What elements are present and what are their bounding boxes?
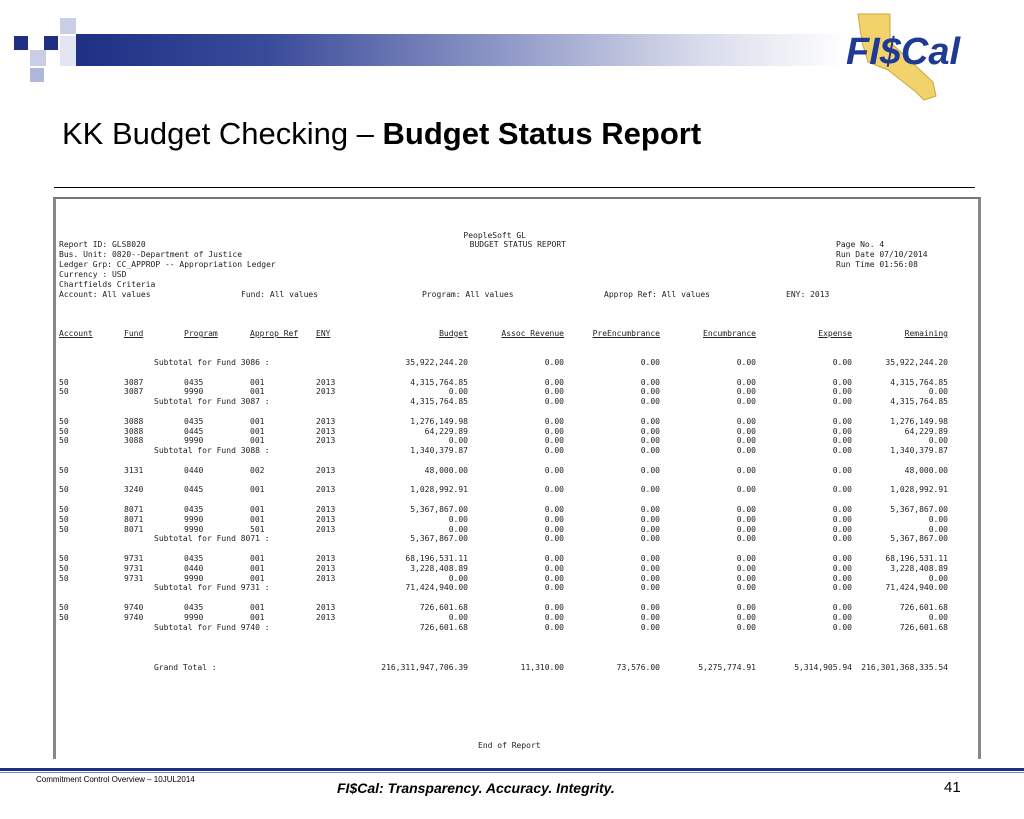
- logo-text: FI$Cal: [846, 31, 961, 73]
- subtotal-value: 1,340,379.87: [410, 446, 468, 456]
- cell-eny: 2013: [316, 436, 336, 446]
- cell-amount: 0.00: [544, 573, 564, 583]
- cell-amount: 3,228,408.89: [890, 563, 948, 573]
- cell-amount: 0.00: [544, 485, 564, 495]
- cell-amount: 0.00: [640, 554, 660, 563]
- cell-amount: 0.00: [544, 563, 564, 573]
- cell-eny: 2013: [316, 563, 336, 573]
- subtotal-value: 0.00: [640, 583, 660, 593]
- cell-amount: 0.00: [736, 524, 756, 534]
- grand-total-value: 216,301,368,335.54: [861, 663, 948, 672]
- cell-account: 50: [59, 377, 69, 387]
- cell-amount: 0.00: [640, 563, 660, 573]
- subtotal-value: 726,601.68: [419, 622, 468, 632]
- decor-square-4: [30, 50, 46, 66]
- column-header: Encumbrance: [703, 329, 756, 338]
- cell-amount: 0.00: [736, 563, 756, 573]
- cell-fund: 3087: [124, 387, 144, 397]
- column-header: ENY: [316, 329, 331, 338]
- cell-amount: 0.00: [736, 387, 756, 397]
- subtotal-value: 71,424,940.00: [885, 583, 948, 593]
- cell-amount: 0.00: [448, 612, 468, 622]
- cell-amount: 0.00: [832, 426, 852, 436]
- cell-program: 0435: [184, 505, 204, 514]
- cell-eny: 2013: [316, 603, 336, 612]
- subtotal-value: 0.00: [736, 358, 756, 367]
- subtotal-value: 5,367,867.00: [410, 534, 468, 544]
- cell-program: 0445: [184, 426, 204, 436]
- subtotal-value: 0.00: [832, 358, 852, 367]
- subtotal-value: 1,340,379.87: [890, 446, 948, 456]
- cell-amount: 0.00: [640, 524, 660, 534]
- cell-amount: 1,276,149.98: [410, 416, 468, 426]
- cell-amount: 64,229.89: [424, 426, 468, 436]
- subtotal-value: 0.00: [544, 534, 564, 544]
- cell-amount: 0.00: [544, 465, 564, 475]
- subtotal-value: 0.00: [544, 446, 564, 456]
- cell-fund: 8071: [124, 514, 144, 524]
- cell-amount: 0.00: [640, 514, 660, 524]
- cell-account: 50: [59, 387, 69, 397]
- cell-approp-ref: 001: [250, 554, 265, 563]
- report-header-line: Chartfields Criteria: [59, 280, 156, 289]
- cell-amount: 0.00: [640, 416, 660, 426]
- header-gradient-bar: [76, 34, 846, 66]
- cell-eny: 2013: [316, 524, 336, 534]
- column-header: Approp Ref: [250, 329, 299, 338]
- report-header-line: Bus. Unit: 0820--Department of Justice: [59, 250, 243, 259]
- cell-account: 50: [59, 573, 69, 583]
- subtotal-value: 4,315,764.85: [410, 397, 468, 407]
- cell-program: 9990: [184, 514, 204, 524]
- subtotal-value: 0.00: [544, 583, 564, 593]
- cell-fund: 3087: [124, 377, 144, 387]
- report-run-info: Run Time 01:56:08: [836, 260, 918, 269]
- subtotal-value: 71,424,940.00: [405, 583, 468, 593]
- cell-amount: 0.00: [832, 524, 852, 534]
- cell-amount: 0.00: [544, 612, 564, 622]
- cell-amount: 0.00: [640, 603, 660, 612]
- cell-amount: 68,196,531.11: [885, 554, 948, 563]
- cell-fund: 3088: [124, 416, 144, 426]
- cell-approp-ref: 001: [250, 416, 265, 426]
- cell-amount: 0.00: [544, 416, 564, 426]
- cell-amount: 0.00: [928, 514, 948, 524]
- cell-amount: 0.00: [448, 573, 468, 583]
- cell-account: 50: [59, 426, 69, 436]
- cell-account: 50: [59, 603, 69, 612]
- subtotal-value: 0.00: [544, 397, 564, 407]
- cell-eny: 2013: [316, 573, 336, 583]
- cell-amount: 0.00: [448, 387, 468, 397]
- cell-account: 50: [59, 505, 69, 514]
- subtotal-value: 0.00: [640, 446, 660, 456]
- subtotal-value: 726,601.68: [899, 622, 948, 632]
- end-of-report: End of Report: [478, 741, 541, 750]
- cell-eny: 2013: [316, 387, 336, 397]
- subtotal-value: 35,922,244.20: [405, 358, 468, 367]
- cell-amount: 0.00: [832, 603, 852, 612]
- fiscal-logo: [838, 12, 978, 102]
- cell-amount: 0.00: [544, 387, 564, 397]
- cell-program: 9990: [184, 436, 204, 446]
- report-criteria: ENY: 2013: [786, 290, 830, 299]
- decor-square-6: [60, 36, 76, 66]
- cell-amount: 0.00: [544, 426, 564, 436]
- cell-amount: 0.00: [832, 377, 852, 387]
- title-bold: Budget Status Report: [382, 116, 702, 151]
- report-run-info: Page No. 4: [836, 240, 885, 249]
- report-system: PeopleSoft GL: [463, 231, 526, 240]
- subtotal-value: 0.00: [736, 446, 756, 456]
- report-header-line: Report ID: GLS8020: [59, 240, 146, 249]
- cell-amount: 0.00: [832, 573, 852, 583]
- report-header-line: Currency : USD: [59, 270, 127, 279]
- cell-eny: 2013: [316, 416, 336, 426]
- cell-fund: 9731: [124, 563, 144, 573]
- cell-approp-ref: 001: [250, 573, 265, 583]
- cell-amount: 0.00: [832, 485, 852, 495]
- cell-program: 0435: [184, 603, 204, 612]
- subtotal-value: 35,922,244.20: [885, 358, 948, 367]
- cell-amount: 0.00: [544, 436, 564, 446]
- cell-eny: 2013: [316, 612, 336, 622]
- cell-approp-ref: 001: [250, 563, 265, 573]
- decor-square-1: [14, 36, 28, 50]
- cell-eny: 2013: [316, 465, 336, 475]
- footer-rule: [0, 768, 1024, 771]
- cell-account: 50: [59, 436, 69, 446]
- subtotal-value: 0.00: [544, 358, 564, 367]
- cell-approp-ref: 001: [250, 426, 265, 436]
- column-header: Budget: [439, 329, 468, 338]
- cell-account: 50: [59, 465, 69, 475]
- cell-amount: 0.00: [736, 416, 756, 426]
- cell-amount: 0.00: [832, 554, 852, 563]
- cell-amount: 0.00: [928, 612, 948, 622]
- subtotal-value: 0.00: [832, 583, 852, 593]
- cell-amount: 0.00: [544, 524, 564, 534]
- column-header: Fund: [124, 329, 144, 338]
- subtotal-value: 0.00: [640, 622, 660, 632]
- cell-amount: 68,196,531.11: [405, 554, 468, 563]
- grand-total-value: 5,314,905.94: [794, 663, 852, 672]
- grand-total-value: 73,576.00: [616, 663, 660, 672]
- cell-amount: 0.00: [640, 426, 660, 436]
- column-header: Account: [59, 329, 93, 338]
- subtotal-label: Subtotal for Fund 8071 :: [154, 534, 270, 544]
- cell-account: 50: [59, 612, 69, 622]
- cell-account: 50: [59, 416, 69, 426]
- cell-amount: 0.00: [640, 612, 660, 622]
- column-header: Remaining: [904, 329, 948, 338]
- cell-amount: 0.00: [832, 612, 852, 622]
- cell-amount: 0.00: [928, 436, 948, 446]
- cell-amount: 726,601.68: [419, 603, 468, 612]
- cell-amount: 0.00: [544, 603, 564, 612]
- cell-approp-ref: 501: [250, 524, 265, 534]
- cell-program: 0435: [184, 554, 204, 563]
- cell-fund: 9731: [124, 554, 144, 563]
- cell-amount: 5,367,867.00: [890, 505, 948, 514]
- cell-amount: 0.00: [736, 377, 756, 387]
- subtotal-label: Subtotal for Fund 3087 :: [154, 397, 270, 407]
- cell-fund: 9740: [124, 612, 144, 622]
- cell-amount: 0.00: [736, 554, 756, 563]
- cell-fund: 9731: [124, 573, 144, 583]
- cell-amount: 0.00: [640, 377, 660, 387]
- subtotal-value: 4,315,764.85: [890, 397, 948, 407]
- cell-amount: 0.00: [736, 612, 756, 622]
- slide-title: [62, 116, 701, 152]
- cell-account: 50: [59, 524, 69, 534]
- subtotal-label: Subtotal for Fund 3088 :: [154, 446, 270, 456]
- cell-amount: 48,000.00: [904, 465, 948, 475]
- subtotal-value: 0.00: [640, 397, 660, 407]
- budget-status-report: [53, 197, 981, 759]
- footer-rule-thin: [0, 772, 1024, 773]
- cell-program: 0445: [184, 485, 204, 495]
- cell-amount: 0.00: [928, 573, 948, 583]
- column-header: Program: [184, 329, 218, 338]
- cell-amount: 0.00: [928, 387, 948, 397]
- cell-amount: 0.00: [832, 563, 852, 573]
- cell-amount: 3,228,408.89: [410, 563, 468, 573]
- subtotal-value: 0.00: [832, 622, 852, 632]
- cell-amount: 0.00: [832, 416, 852, 426]
- cell-approp-ref: 001: [250, 514, 265, 524]
- cell-program: 9990: [184, 524, 204, 534]
- subtotal-value: 5,367,867.00: [890, 534, 948, 544]
- cell-eny: 2013: [316, 485, 336, 495]
- cell-amount: 64,229.89: [904, 426, 948, 436]
- report-criteria: Fund: All values: [241, 290, 319, 299]
- cell-amount: 0.00: [832, 465, 852, 475]
- subtotal-value: 0.00: [832, 534, 852, 544]
- cell-amount: 0.00: [736, 426, 756, 436]
- cell-amount: 0.00: [832, 387, 852, 397]
- footer-tagline: FI$Cal: Transparency. Accuracy. Integrity.: [337, 780, 615, 796]
- cell-amount: 0.00: [640, 387, 660, 397]
- cell-account: 50: [59, 554, 69, 563]
- cell-amount: 0.00: [544, 505, 564, 514]
- cell-amount: 0.00: [928, 524, 948, 534]
- cell-amount: 0.00: [736, 436, 756, 446]
- cell-eny: 2013: [316, 505, 336, 514]
- cell-amount: 0.00: [640, 436, 660, 446]
- decor-square-5: [30, 68, 44, 82]
- cell-approp-ref: 001: [250, 612, 265, 622]
- cell-amount: 726,601.68: [899, 603, 948, 612]
- cell-fund: 3088: [124, 426, 144, 436]
- cell-approp-ref: 002: [250, 465, 265, 475]
- cell-program: 0435: [184, 377, 204, 387]
- report-criteria: Program: All values: [422, 290, 514, 299]
- column-header: Assoc Revenue: [501, 329, 564, 338]
- cell-approp-ref: 001: [250, 603, 265, 612]
- cell-amount: 0.00: [736, 514, 756, 524]
- cell-eny: 2013: [316, 554, 336, 563]
- cell-eny: 2013: [316, 377, 336, 387]
- subtotal-value: 0.00: [544, 622, 564, 632]
- subtotal-value: 0.00: [736, 583, 756, 593]
- cell-approp-ref: 001: [250, 387, 265, 397]
- cell-fund: 8071: [124, 524, 144, 534]
- cell-program: 9990: [184, 387, 204, 397]
- cell-fund: 9740: [124, 603, 144, 612]
- subtotal-value: 0.00: [832, 397, 852, 407]
- cell-amount: 0.00: [448, 436, 468, 446]
- grand-total-value: 216,311,947,706.39: [381, 663, 468, 672]
- column-header: Expense: [818, 329, 852, 338]
- cell-amount: 0.00: [736, 505, 756, 514]
- subtotal-value: 0.00: [640, 358, 660, 367]
- subtotal-value: 0.00: [736, 397, 756, 407]
- cell-program: 0435: [184, 416, 204, 426]
- cell-amount: 4,315,764.85: [410, 377, 468, 387]
- cell-fund: 3088: [124, 436, 144, 446]
- report-criteria: Account: All values: [59, 290, 151, 299]
- grand-total-label: Grand Total :: [154, 663, 217, 672]
- cell-amount: 5,367,867.00: [410, 505, 468, 514]
- footer-left-text: Commitment Control Overview – 10JUL2014: [36, 775, 195, 784]
- cell-program: 0440: [184, 563, 204, 573]
- cell-amount: 0.00: [544, 377, 564, 387]
- subtotal-label: Subtotal for Fund 9731 :: [154, 583, 270, 593]
- subtotal-label: Subtotal for Fund 9740 :: [154, 622, 270, 632]
- cell-program: 0440: [184, 465, 204, 475]
- cell-amount: 1,276,149.98: [890, 416, 948, 426]
- cell-amount: 0.00: [448, 514, 468, 524]
- subtotal-label: Subtotal for Fund 3086 :: [154, 358, 270, 367]
- cell-eny: 2013: [316, 514, 336, 524]
- cell-amount: 1,028,992.91: [890, 485, 948, 495]
- cell-amount: 0.00: [640, 573, 660, 583]
- cell-program: 9990: [184, 612, 204, 622]
- report-run-info: Run Date 07/10/2014: [836, 250, 928, 259]
- cell-amount: 0.00: [736, 465, 756, 475]
- cell-amount: 0.00: [640, 465, 660, 475]
- cell-approp-ref: 001: [250, 377, 265, 387]
- report-name: BUDGET STATUS REPORT: [469, 240, 566, 249]
- cell-fund: 8071: [124, 505, 144, 514]
- cell-amount: 0.00: [832, 505, 852, 514]
- cell-account: 50: [59, 563, 69, 573]
- subtotal-value: 0.00: [640, 534, 660, 544]
- cell-account: 50: [59, 514, 69, 524]
- slide-number: 41: [944, 779, 961, 796]
- grand-total-value: 5,275,774.91: [698, 663, 756, 672]
- cell-program: 9990: [184, 573, 204, 583]
- report-criteria: Approp Ref: All values: [604, 290, 710, 299]
- grand-total-value: 11,310.00: [520, 663, 564, 672]
- cell-approp-ref: 001: [250, 505, 265, 514]
- subtotal-value: 0.00: [736, 534, 756, 544]
- cell-account: 50: [59, 485, 69, 495]
- cell-amount: 0.00: [544, 554, 564, 563]
- cell-amount: 0.00: [832, 436, 852, 446]
- cell-fund: 3131: [124, 465, 144, 475]
- cell-eny: 2013: [316, 426, 336, 436]
- cell-approp-ref: 001: [250, 436, 265, 446]
- subtotal-value: 0.00: [736, 622, 756, 632]
- report-header-line: Ledger Grp: CC_APPROP -- Appropriation Ledger: [59, 260, 276, 269]
- column-header: PreEncumbrance: [592, 329, 660, 338]
- title-plain: KK Budget Checking –: [62, 116, 383, 151]
- cell-amount: 1,028,992.91: [410, 485, 468, 495]
- subtotal-value: 0.00: [832, 446, 852, 456]
- cell-approp-ref: 001: [250, 485, 265, 495]
- title-rule: [54, 187, 975, 188]
- cell-amount: 0.00: [640, 485, 660, 495]
- decor-square-3: [60, 18, 76, 34]
- cell-fund: 3240: [124, 485, 144, 495]
- cell-amount: 0.00: [736, 485, 756, 495]
- decor-square-2: [44, 36, 58, 50]
- cell-amount: 0.00: [832, 514, 852, 524]
- cell-amount: 0.00: [544, 514, 564, 524]
- cell-amount: 0.00: [640, 505, 660, 514]
- cell-amount: 4,315,764.85: [890, 377, 948, 387]
- cell-amount: 48,000.00: [424, 465, 468, 475]
- cell-amount: 0.00: [736, 573, 756, 583]
- cell-amount: 0.00: [448, 524, 468, 534]
- cell-amount: 0.00: [736, 603, 756, 612]
